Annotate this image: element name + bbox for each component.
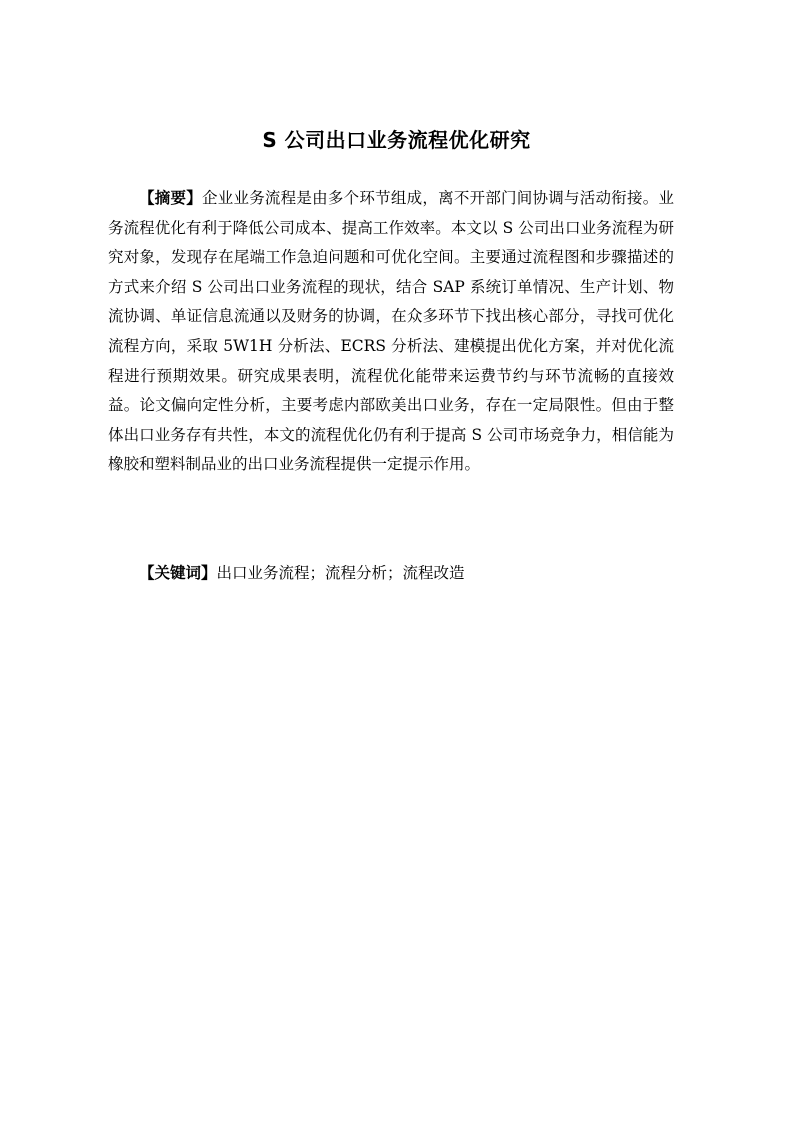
- keywords-paragraph: [108, 559, 674, 589]
- abstract-label: 【摘要】: [139, 189, 202, 207]
- abstract-paragraph: [108, 184, 674, 480]
- keywords-label: 【关键词】: [139, 564, 217, 582]
- page-title: S 公司出口业务流程优化研究: [262, 128, 531, 152]
- keywords-text: 出口业务流程；流程分析；流程改造: [216, 564, 465, 582]
- abstract-text: 企业业务流程是由多个环节组成，离不开部门间协调与活动衔接。业务流程优化有利于降低公司成本、提高工作效率。本文以 S 公司出口业务流程为研究对象，发现存在尾端工作急迫问题和可优化空间。主要通过流程图和步骤描述的方式来介绍 S 公司出口业务流程的现状，结合 SAP 系统订单情况、生产计划、物流协调、单证信息流通以及财务的协调，在众多环节下找出核心部分，寻找可优化流程方向，采取 5W1H 分析法、ECRS 分析法、建模提出优化方案，并对优化流程进行预期效果。研究成果表明，流程优化能带来运费节约与环节流畅的直接效益。论文偏向定性分析，主要考虑内部欧美出口业务，存在一定局限性。但由于整体出口业务存有共性，本文的流程优化仍有利于提高 S 公司市场竞争力，相信能为橡胶和塑料制品业的出口业务流程提供一定提示作用。: [108, 189, 674, 474]
